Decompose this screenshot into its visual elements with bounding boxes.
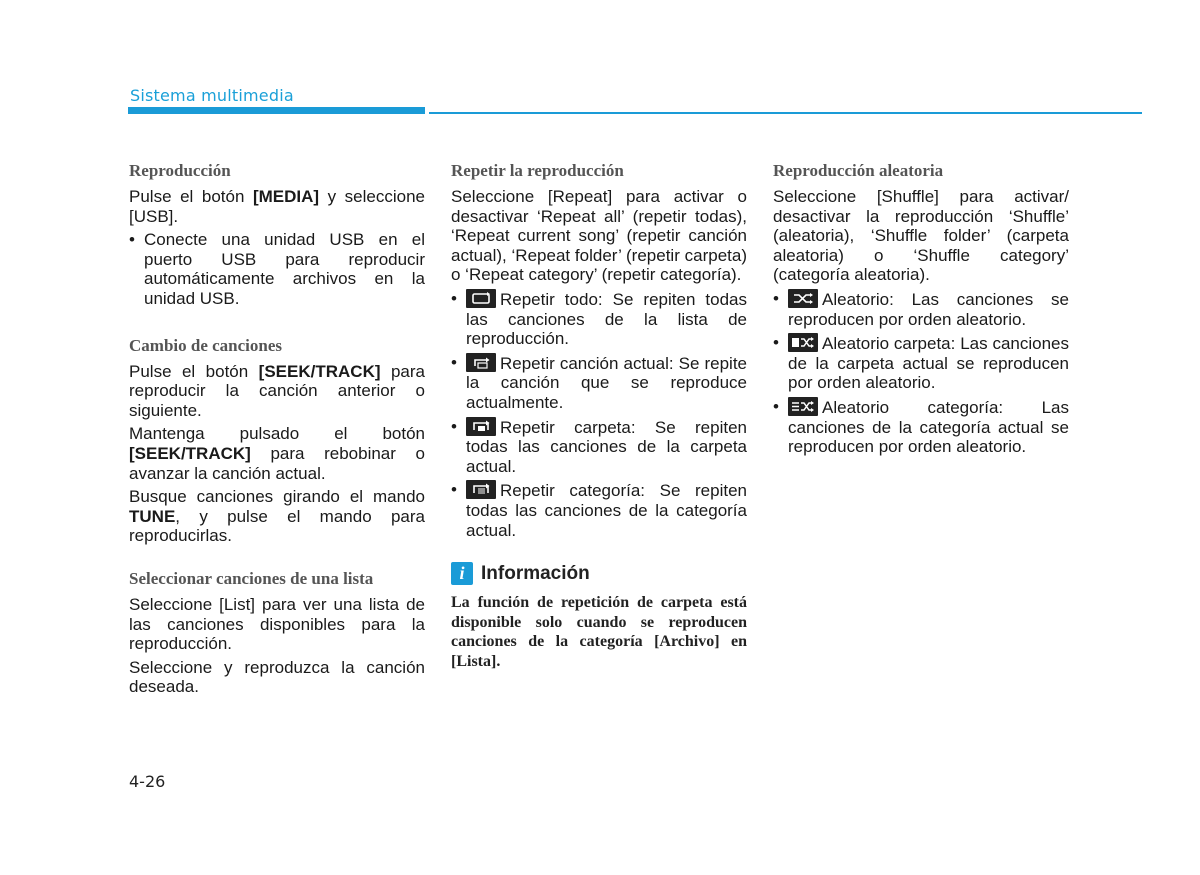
paragraph: Seleccione [List] para ver una lista de las canciones disponibles para la reproducción. bbox=[129, 594, 425, 654]
list-item: • Repetir todo: Se repiten todas las canciones de la lista de reproducción. bbox=[451, 288, 747, 349]
info-text: La función de repetición de carpeta está disponible solo cuando se reproducen canciones de la categoría [Archivo] en [Lista]. bbox=[451, 594, 747, 670]
paragraph: Pulse el botón [SEEK/TRACK] para reproducir la canción anterior o siguiente. bbox=[129, 361, 425, 420]
repeat-all-icon bbox=[466, 289, 496, 308]
bullet-list bbox=[773, 289, 1069, 457]
column-1 bbox=[129, 160, 425, 711]
list-item: • Repetir canción actual: Se repite la canción que se reproduce actualmente. bbox=[451, 352, 747, 412]
heading-lista: Seleccionar canciones de una lista bbox=[129, 568, 374, 588]
section-repetir bbox=[451, 160, 747, 540]
section-aleatoria bbox=[773, 160, 1069, 457]
heading-aleatoria: Reproducción aleatoria bbox=[773, 161, 944, 180]
paragraph: Pulse el botón [MEDIA] y seleccione [USB]. bbox=[129, 187, 425, 226]
section-reproduccion bbox=[129, 160, 425, 309]
info-icon: i bbox=[451, 562, 473, 585]
paragraph: Seleccione [Shuffle] para activar/ desactivar la reproducción ‘Shuffle’ (aleatoria), ‘Shuffle folder’ (carpeta aleatoria) o ‘Shuffle category’ (categoría aleatoria). bbox=[773, 187, 1069, 285]
list-item: • Repetir carpeta: Se repiten todas las canciones de la carpeta actual. bbox=[451, 416, 747, 476]
info-header bbox=[451, 562, 747, 585]
list-item: • Aleatorio categoría: Las canciones de la categoría actual se reproducen por orden aleatorio. bbox=[773, 396, 1069, 457]
heading-repetir: Repetir la reproducción bbox=[451, 161, 624, 180]
bullet-list bbox=[129, 230, 425, 308]
repeat-one-icon bbox=[466, 353, 496, 372]
heading-cambio-canciones: Cambio de canciones bbox=[129, 335, 282, 355]
column-3 bbox=[773, 160, 1069, 471]
list-item: • Aleatorio: Las canciones se reproducen por orden aleatorio. bbox=[773, 288, 1069, 329]
repeat-folder-icon bbox=[466, 417, 496, 436]
bullet-list bbox=[451, 289, 747, 540]
shuffle-icon bbox=[788, 289, 818, 308]
section-title: Sistema multimedia bbox=[130, 86, 294, 105]
header-accent-bar bbox=[128, 107, 425, 114]
heading-reproduccion: Reproducción bbox=[129, 161, 231, 180]
paragraph: Mantenga pulsado el botón [SEEK/TRACK] para rebobinar o avanzar la canción actual. bbox=[129, 424, 425, 483]
section-lista bbox=[129, 568, 425, 697]
column-2 bbox=[451, 160, 747, 671]
paragraph: Seleccione y reproduzca la canción deseada. bbox=[129, 657, 425, 697]
page-number: 4-26 bbox=[129, 772, 166, 791]
shuffle-folder-icon bbox=[788, 333, 818, 352]
header-rule bbox=[429, 112, 1142, 114]
list-item: • Repetir categoría: Se repiten todas las canciones de la categoría actual. bbox=[451, 480, 747, 540]
shuffle-category-icon bbox=[788, 397, 818, 416]
paragraph: Seleccione [Repeat] para activar o desactivar ‘Repeat all’ (repetir todas), ‘Repeat current song’ (repetir canción actual), ‘Repeat folder’ (repetir carpeta) o ‘Repeat category’ (repetir categoría). bbox=[451, 187, 747, 285]
list-item: • Aleatorio carpeta: Las canciones de la carpeta actual se reproducen por orden aleatorio. bbox=[773, 333, 1069, 393]
repeat-category-icon bbox=[466, 480, 496, 499]
list-item: • Conecte una unidad USB en el puerto USB para reproducir automáticamente archivos en la unidad USB. bbox=[129, 230, 425, 308]
info-title: Información bbox=[481, 562, 590, 584]
section-cambio-canciones bbox=[129, 335, 425, 546]
paragraph: Busque canciones girando el mando TUNE, y pulse el mando para reproducirlas. bbox=[129, 487, 425, 546]
